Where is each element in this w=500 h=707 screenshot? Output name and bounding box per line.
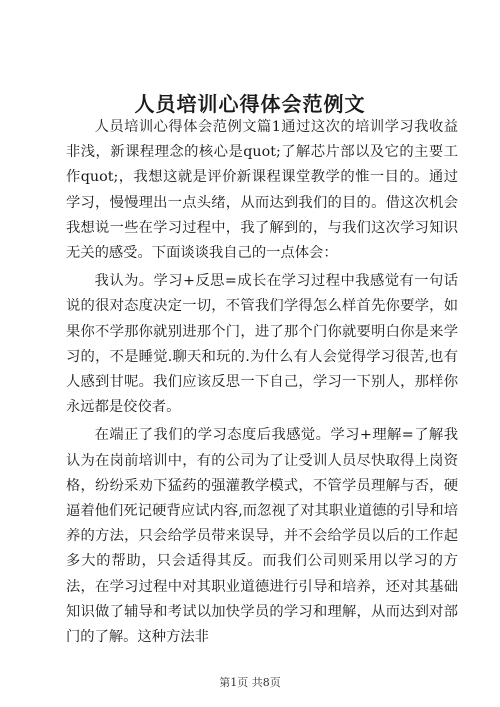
document-title: 人员培训心得体会范例文 xyxy=(134,92,366,116)
page-number-footer: 第1页 共8页 xyxy=(219,676,281,689)
document-body xyxy=(66,115,458,650)
paragraph-1: 人员培训心得体会范例文篇1通过这次的培训学习我收益非浅，新课程理念的核心是quot;了解芯片部以及它的主要工作quot;，我想这就是评价新课程课堂教学的惟一目的。通过学习，慢慢理出一点头绪，从而达到我们的目的。借这次机会我想说一些在学习过程中，我了解到的，与我们这次学习知识无关的感受。下面谈谈我自己的一点体会： xyxy=(66,119,458,262)
paragraph-2: 我认为。学习+反思=成长在学习过程中我感觉有一句话说的很对态度决定一切，不管我们学得怎么样首先你要学，如果你不学那你就别进那个门，进了那个门你就要明白你是来学习的，不是睡觉.聊天和玩的.为什么有人会觉得学习很苦,也有人感到甘呢。我们应该反思一下自己，学习一下别人，那样你永远都是佼佼者。 xyxy=(66,273,458,416)
paragraph-3: 在端正了我们的学习态度后我感觉。学习+理解=了解我认为在岗前培训中，有的公司为了让受训人员尽快取得上岗资格，纷纷采劝下猛药的强灌教学模式，不管学员理解与否，硬逼着他们死记硬背应试内容,而忽视了对其职业道德的引导和培养的方法，只会给学员带来误导，并不会给学员以后的工作起多大的帮助，只会适得其反。而我们公司则采用以学习的方法，在学习过程中对其职业道德进行引导和培养，还对其基础知识做了辅导和考试以加快学员的学习和理解，从而达到对部门的了解。这种方法非 xyxy=(66,427,458,646)
